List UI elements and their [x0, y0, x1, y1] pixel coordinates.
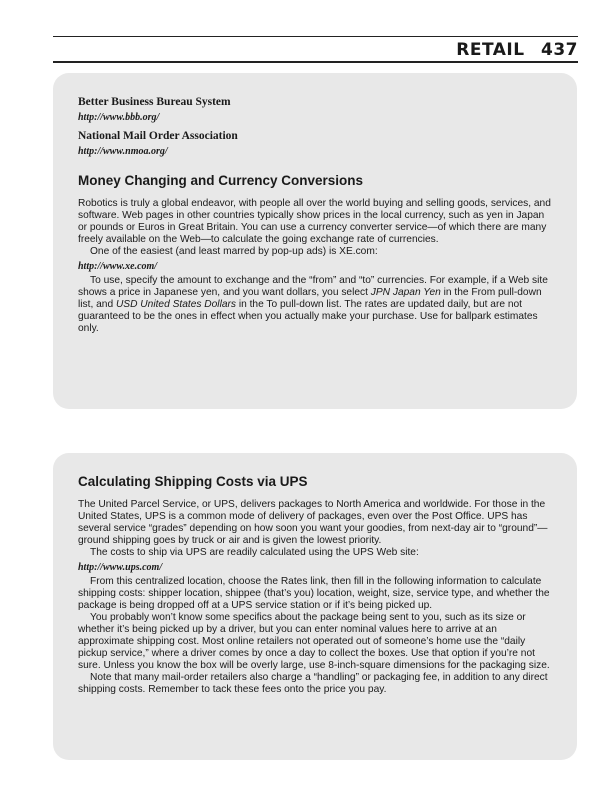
resource-name: National Mail Order Association — [78, 130, 238, 142]
section-heading: Money Changing and Currency Conversions — [78, 173, 364, 188]
sidebar-shipping-costs — [53, 453, 577, 760]
running-header — [456, 40, 578, 60]
emphasis-jpn: JPN Japan Yen — [370, 287, 441, 298]
body-paragraph: Note that many mail-order retailers also charge a “handling” or packaging fee, in addition to any direct shipping costs. Remember to tack these fees onto the price you pay. — [78, 672, 548, 695]
emphasis-usd: USD United States Dollars — [115, 299, 236, 310]
page-number: 437 — [541, 40, 578, 60]
sidebar-currency-conversions — [53, 73, 577, 409]
section-title: RETAIL — [456, 40, 525, 60]
ups-link[interactable]: http://www.ups.com/ — [78, 562, 163, 573]
header-bottom-rule — [53, 61, 578, 63]
body-paragraph: You probably won’t know some specifics about the package being sent to you, such as its size or whether it’s being picked up by a driver, but you can enter nominal values here to arrive at an approximate shipping cost. Most online retailers not operated out of someone’s home use the “daily pickup service,” where a driver comes by once a day to collect the boxes. Use that option if you’re not sure. Unless you know the box will be overly large, use 8-inch-square dimensions for the packaging size. — [78, 612, 550, 671]
body-paragraph: To use, specify the amount to exchange and the “from” and “to” currencies. For example, if a Web site shows a price in Japanese yen, and you want dollars, you select JPN Japan Yen in the From pull-down list, and USD United States Dollars in the To pull-down list. The rates are updated daily, but are not guaranteed to be the ones in effect when you actually make your purchase. Use for ballpark estimates only. — [78, 275, 548, 334]
resource-url[interactable]: http://www.bbb.org/ — [78, 112, 160, 123]
resource-name: Better Business Bureau System — [78, 96, 231, 108]
body-paragraph: The costs to ship via UPS are readily calculated using the UPS Web site: — [90, 547, 419, 558]
body-paragraph: From this centralized location, choose the Rates link, then fill in the following information to calculate shipping costs: shipper location, shippee (that’s you) location, weight, size, service type, and whether the package is being dropped off at a UPS service station or if it’s being picked up. — [78, 576, 550, 611]
section-heading: Calculating Shipping Costs via UPS — [78, 474, 308, 489]
header-top-rule — [53, 36, 578, 37]
resource-url[interactable]: http://www.nmoa.org/ — [78, 146, 168, 157]
xe-link[interactable]: http://www.xe.com/ — [78, 261, 158, 272]
body-paragraph: One of the easiest (and least marred by pop-up ads) is XE.com: — [90, 246, 378, 257]
body-paragraph: The United Parcel Service, or UPS, delivers packages to North America and worldwide. For those in the United States, UPS is a common mode of delivery of packages, even over the Post Office. UPS has several service “grades” depending on how soon you want your goodies, from next-day air to “ground”—ground shipping goes by truck or air and is given the lowest priority. — [78, 499, 548, 546]
body-paragraph: Robotics is truly a global endeavor, with people all over the world buying and selling goods, services, and software. Web pages in other countries typically show prices in the local currency, such as yen in Japan or pounds or Euros in Great Britain. You can use a currency converter service—of which there are many freely available on the Web—to calculate the going exchange rate of currencies. — [78, 198, 551, 245]
